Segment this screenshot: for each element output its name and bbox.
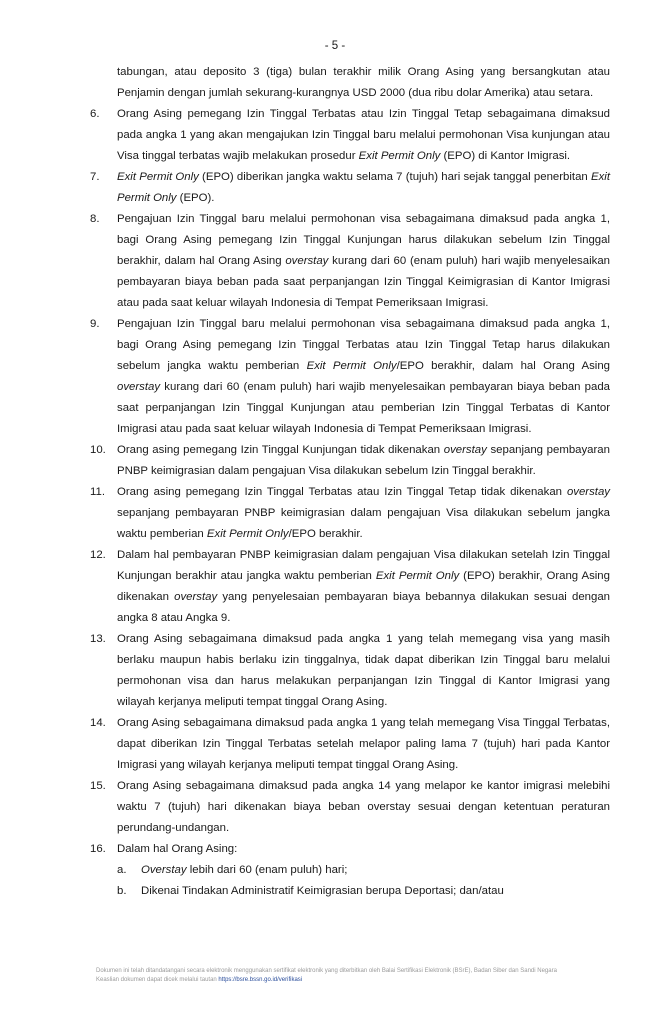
italic-term: overstay bbox=[443, 444, 487, 456]
list-item-16 bbox=[90, 839, 610, 860]
list-item-7 bbox=[90, 167, 610, 209]
italic-term: overstay bbox=[285, 255, 329, 267]
text-run: lebih dari 60 (enam puluh) hari; bbox=[186, 864, 348, 876]
list-item-15 bbox=[90, 776, 610, 839]
verification-link[interactable]: https://bsre.bssn.go.id/verifikasi bbox=[218, 977, 303, 983]
sub-item-number: b. bbox=[117, 885, 127, 897]
list-item-text bbox=[117, 713, 610, 776]
signature-footer bbox=[96, 967, 616, 985]
list-item-number: 10. bbox=[90, 444, 106, 456]
text-run: Pengajuan Izin Tinggal baru melalui permohonan visa sebagaimana dimaksud pada angka 1, bagi Orang Asing pemegang Izin Tinggal Terbatas atau Izin Tinggal Tetap harus dilakukan sebelum jangka waktu pemberian bbox=[117, 318, 610, 372]
italic-term: Exit Permit Only bbox=[358, 150, 441, 162]
text-run: Orang Asing sebagaimana dimaksud pada angka 14 yang melapor ke kantor imigrasi melebihi waktu 7 (tujuh) hari dikenakan biaya beban overstay sesuai dengan ketentuan peraturan perundang-undangan. bbox=[117, 780, 610, 834]
list-item-text bbox=[117, 839, 610, 860]
text-run: Orang asing pemegang Izin Tinggal Terbatas atau Izin Tinggal Tetap tidak dikenakan bbox=[117, 486, 567, 498]
text-run: Dalam hal Orang Asing: bbox=[117, 843, 238, 855]
sub-item-text bbox=[141, 881, 610, 902]
italic-term: overstay bbox=[117, 381, 161, 393]
text-run: Orang Asing sebagaimana dimaksud pada angka 1 yang telah memegang Visa Tinggal Terbatas, dapat diberikan Izin Tinggal Terbatas setelah melapor paling lama 7 (tujuh) hari pada Kantor Imigrasi yang wilayah kerjanya meliputi tempat tinggal Orang Asing. bbox=[117, 717, 610, 771]
text-run: Pengajuan Izin Tinggal baru melalui permohonan visa sebagaimana dimaksud pada angka 1, bagi Orang Asing pemegang Izin Tinggal Kunjungan harus dilakukan sebelum Izin Tinggal berakhir, dalam hal Orang Asing bbox=[117, 213, 610, 267]
list-item-text bbox=[117, 167, 610, 209]
footer-line-1: Dokumen ini telah ditandatangani secara elektronik menggunakan sertifikat elektronik yang diterbitkan oleh Balai Sertifikasi Elektronik (BSrE), Badan Siber dan Sandi Negara bbox=[96, 968, 557, 974]
italic-term: Exit Permit Only bbox=[306, 360, 397, 372]
text-run: Orang asing pemegang Izin Tinggal Kunjungan tidak dikenakan bbox=[117, 444, 444, 456]
text-run: (EPO) diberikan jangka waktu selama 7 (tujuh) hari sejak tanggal penerbitan bbox=[198, 171, 592, 183]
italic-term: Overstay bbox=[141, 864, 187, 876]
list-item-number: 12. bbox=[90, 549, 106, 561]
italic-term: overstay bbox=[566, 486, 610, 498]
text-run: (EPO). bbox=[176, 192, 215, 204]
list-item-number: 16. bbox=[90, 843, 106, 855]
list-item-14 bbox=[90, 713, 610, 776]
text-run: sepanjang pembayaran PNBP keimigrasian dalam pengajuan Visa dilakukan sebelum jangka waktu pemberian bbox=[117, 507, 610, 540]
sub-item-b bbox=[117, 881, 610, 902]
list-item-number: 13. bbox=[90, 633, 106, 645]
document-body bbox=[90, 62, 610, 902]
text-run: /EPO berakhir. bbox=[288, 528, 363, 540]
list-item-10 bbox=[90, 440, 610, 482]
text-run: Orang Asing sebagaimana dimaksud pada angka 1 yang telah memegang visa yang masih berlaku maupun habis berlaku izin tinggalnya, tidak dapat diberikan Izin Tinggal baru melalui permohonan visa dan harus melakukan perpanjangan Izin Tinggal di Kantor Imigrasi yang wilayah kerjanya meliputi tempat tinggal Orang Asing. bbox=[117, 633, 610, 708]
text-run: sepanjang pembayaran PNBP keimigrasian dalam pengajuan Visa dilakukan sebelum Izin Tinggal berakhir. bbox=[117, 444, 610, 477]
text-run: kurang dari 60 (enam puluh) hari wajib menyelesaikan pembayaran biaya beban pada saat perpanjangan Izin Tinggal Keimigrasian di Kantor Imigrasi atau pada saat keluar wilayah Indonesia di Tempat Pemeriksaan Imigrasi. bbox=[117, 255, 610, 309]
list-item-text bbox=[117, 629, 610, 713]
list-item-number: 11. bbox=[90, 486, 105, 498]
footer-prefix: Keaslian dokumen dapat dicek melalui tautan bbox=[96, 977, 219, 983]
sub-item-a bbox=[117, 860, 610, 881]
text-run: yang penyelesaian pembayaran biaya bebannya dilakukan sesuai dengan angka 8 atau Angka 9. bbox=[117, 591, 610, 624]
list-item-9 bbox=[90, 314, 610, 440]
italic-term: Exit Permit Only bbox=[206, 528, 289, 540]
text-run: Dikenai Tindakan Administratif Keimigrasian berupa Deportasi; dan/atau bbox=[141, 885, 504, 897]
list-item-number: 14. bbox=[90, 717, 106, 729]
text-run: kurang dari 60 (enam puluh) hari wajib menyelesaikan pembayaran biaya beban pada saat perpanjangan Izin Tinggal Kunjungan atau pemberian Izin Tinggal Terbatas di Kantor Imigrasi atau pada saat keluar wilayah Indonesia di Tempat Pemeriksaan Imigrasi. bbox=[117, 381, 610, 435]
list-item-11 bbox=[90, 482, 610, 545]
list-item-text bbox=[117, 482, 610, 545]
text-run: Dalam hal pembayaran PNBP keimigrasian dalam pengajuan Visa dilakukan setelah Izin Tinggal Kunjungan berakhir atau jangka waktu pemberian bbox=[117, 549, 610, 582]
text-run: (EPO) berakhir, Orang Asing dikenakan bbox=[117, 570, 610, 603]
list-item-13 bbox=[90, 629, 610, 713]
italic-term: Exit Permit Only bbox=[375, 570, 460, 582]
sub-item-number: a. bbox=[117, 864, 127, 876]
footer-line-2 bbox=[96, 976, 616, 985]
list-item-12 bbox=[90, 545, 610, 629]
list-item-number: 15. bbox=[90, 780, 106, 792]
list-item-number: 9. bbox=[90, 318, 100, 330]
list-item-text bbox=[117, 545, 610, 629]
list-item-6 bbox=[90, 104, 610, 167]
list-item-number: 7. bbox=[90, 171, 100, 183]
list-item-text bbox=[117, 104, 610, 167]
continuation-paragraph: tabungan, atau deposito 3 (tiga) bulan terakhir milik Orang Asing yang bersangkutan atau Penjamin dengan jumlah sekurang-kurangnya USD 2000 (dua ribu dolar Amerika) atau setara. bbox=[117, 66, 610, 99]
italic-term: Exit Permit Only bbox=[117, 171, 199, 183]
list-item-text bbox=[117, 776, 610, 839]
numbered-list bbox=[90, 104, 610, 860]
italic-term: overstay bbox=[174, 591, 218, 603]
text-run: Orang Asing pemegang Izin Tinggal Terbatas atau Izin Tinggal Tetap sebagaimana dimaksud pada angka 1 yang akan mengajukan Izin Tinggal baru melalui permohonan Visa kunjungan atau Visa tinggal terbatas wajib melakukan prosedur bbox=[117, 108, 610, 162]
list-item-text bbox=[117, 209, 610, 314]
sub-list bbox=[90, 860, 610, 902]
list-item-text bbox=[117, 440, 610, 482]
list-item-text bbox=[117, 314, 610, 440]
text-run: (EPO) di Kantor Imigrasi. bbox=[440, 150, 571, 162]
list-item-8 bbox=[90, 209, 610, 314]
page-number: - 5 - bbox=[324, 40, 346, 52]
italic-term: Exit Permit Only bbox=[117, 171, 611, 204]
text-run: /EPO berakhir, dalam hal Orang Asing bbox=[396, 360, 610, 372]
sub-item-text bbox=[141, 860, 610, 881]
list-item-number: 6. bbox=[90, 108, 100, 120]
list-item-number: 8. bbox=[90, 213, 100, 225]
